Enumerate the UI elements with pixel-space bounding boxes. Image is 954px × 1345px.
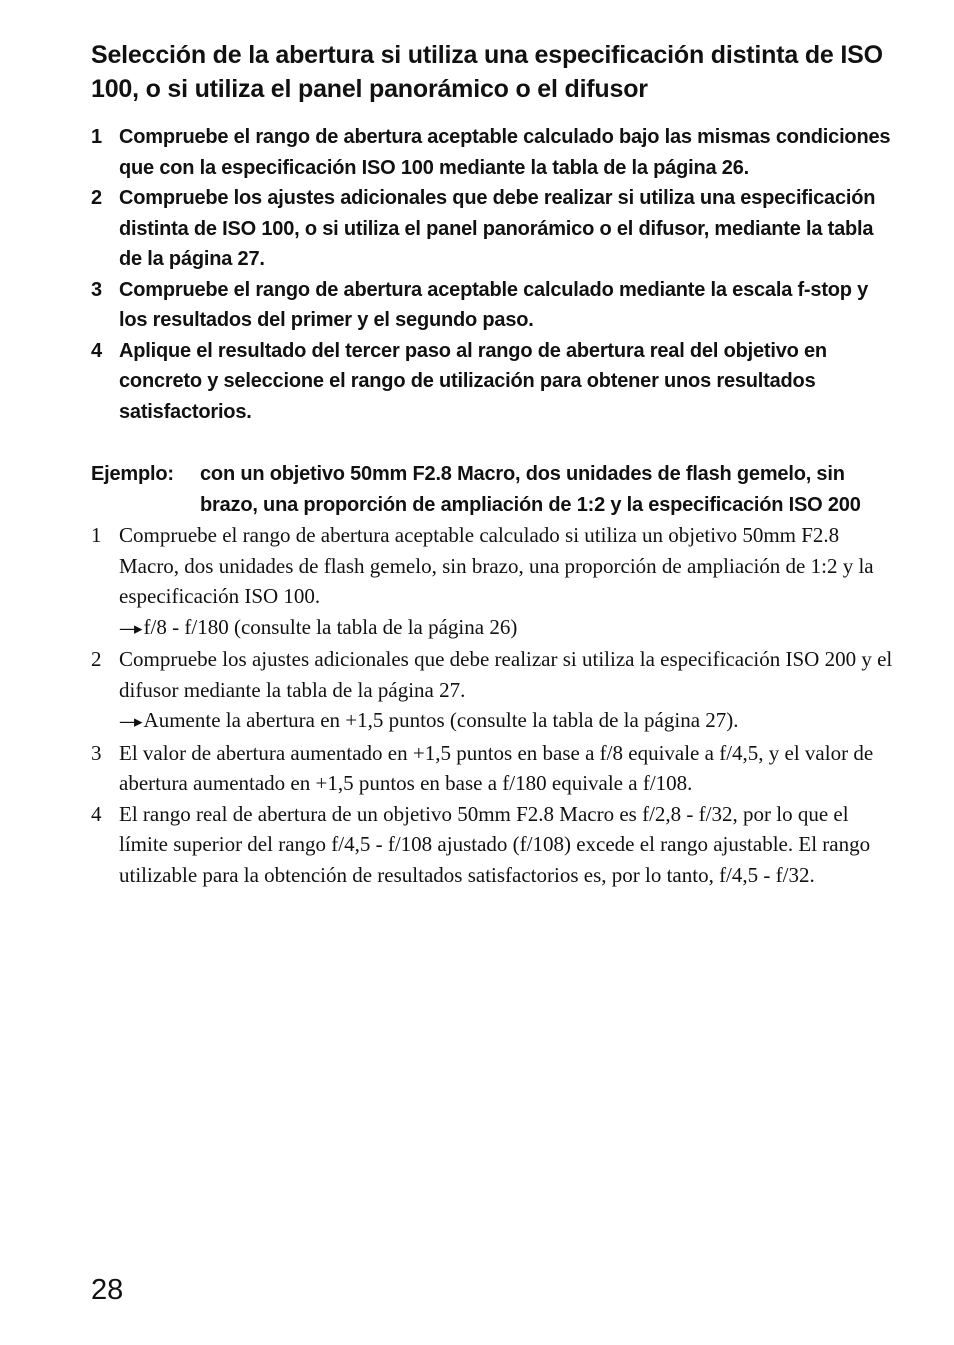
procedure-step-3 — [91, 275, 895, 336]
procedure-step-4 — [91, 336, 895, 428]
step-text: Compruebe el rango de abertura aceptable calculado mediante la escala f-stop y los resultados del primer y el segundo paso. — [119, 278, 869, 331]
step-result — [119, 612, 895, 645]
page-number: 28 — [91, 1274, 124, 1306]
example-description: con un objetivo 50mm F2.8 Macro, dos unidades de flash gemelo, sin brazo, una proporción de ampliación de 1:2 y la especificación ISO 200 — [200, 463, 861, 516]
step-number: 4 — [91, 801, 102, 826]
step-number: 2 — [91, 187, 102, 209]
right-arrow-icon: —▸ — [119, 618, 141, 639]
result-text: f/8 - f/180 (consulte la tabla de la página 26) — [143, 614, 518, 639]
example-step-1 — [91, 520, 895, 644]
example-label: Ejemplo: — [91, 463, 174, 485]
example-steps — [91, 520, 895, 890]
example-step-4 — [91, 799, 895, 891]
step-result — [119, 705, 895, 738]
section-title: Selección de la abertura si utiliza una especificación distinta de ISO 100, o si utiliza el panel panorámico o el difusor — [91, 41, 883, 103]
step-number: 2 — [91, 647, 102, 671]
result-text: Aumente la abertura en +1,5 puntos (consulte la tabla de la página 27). — [143, 708, 739, 732]
example-step-2 — [91, 644, 895, 738]
step-text: Compruebe el rango de abertura aceptable calculado si utiliza un objetivo 50mm F2.8 Macro, dos unidades de flash gemelo, sin brazo, una proporción de ampliación de 1:2 y la especificación ISO 100. — [119, 523, 874, 608]
step-number: 1 — [91, 523, 102, 547]
procedure-steps — [91, 122, 895, 427]
step-text: El valor de abertura aumentado en +1,5 puntos en base a f/8 equivale a f/4,5, y el valor de abertura aumentado en +1,5 puntos en base a f/180 equivale a f/108. — [119, 740, 874, 795]
right-arrow-icon: —▸ — [119, 712, 141, 732]
example-heading — [91, 459, 895, 520]
step-text: Compruebe los ajustes adicionales que debe realizar si utiliza una especificación distinta de ISO 100, o si utiliza el panel panorámico o el difusor, mediante la tabla de la página 27. — [119, 187, 876, 270]
step-number: 3 — [91, 278, 102, 301]
step-text: Compruebe el rango de abertura aceptable calculado bajo las mismas condiciones que con la especificación ISO 100 mediante la tabla de la página 26. — [119, 126, 891, 179]
page-content — [91, 38, 895, 890]
step-text: Aplique el resultado del tercer paso al rango de abertura real del objetivo en concreto y seleccione el rango de utilización para obtener unos resultados satisfactorios. — [119, 339, 827, 423]
example-step-3 — [91, 738, 895, 799]
step-text: El rango real de abertura de un objetivo 50mm F2.8 Macro es f/2,8 - f/32, por lo que el límite superior del rango f/4,5 - f/108 ajustado (f/108) excede el rango ajustable. El rango utilizable para la obtención de resultados satisfactorios es, por lo tanto, f/4,5 - f/32. — [119, 801, 871, 887]
step-number: 3 — [91, 740, 102, 765]
step-text: Compruebe los ajustes adicionales que debe realizar si utiliza la especificación ISO 200 y el difusor mediante la tabla de la página 27. — [119, 647, 893, 702]
step-number: 4 — [91, 339, 102, 362]
procedure-step-2 — [91, 183, 895, 275]
step-number: 1 — [91, 126, 102, 148]
procedure-step-1 — [91, 122, 895, 183]
